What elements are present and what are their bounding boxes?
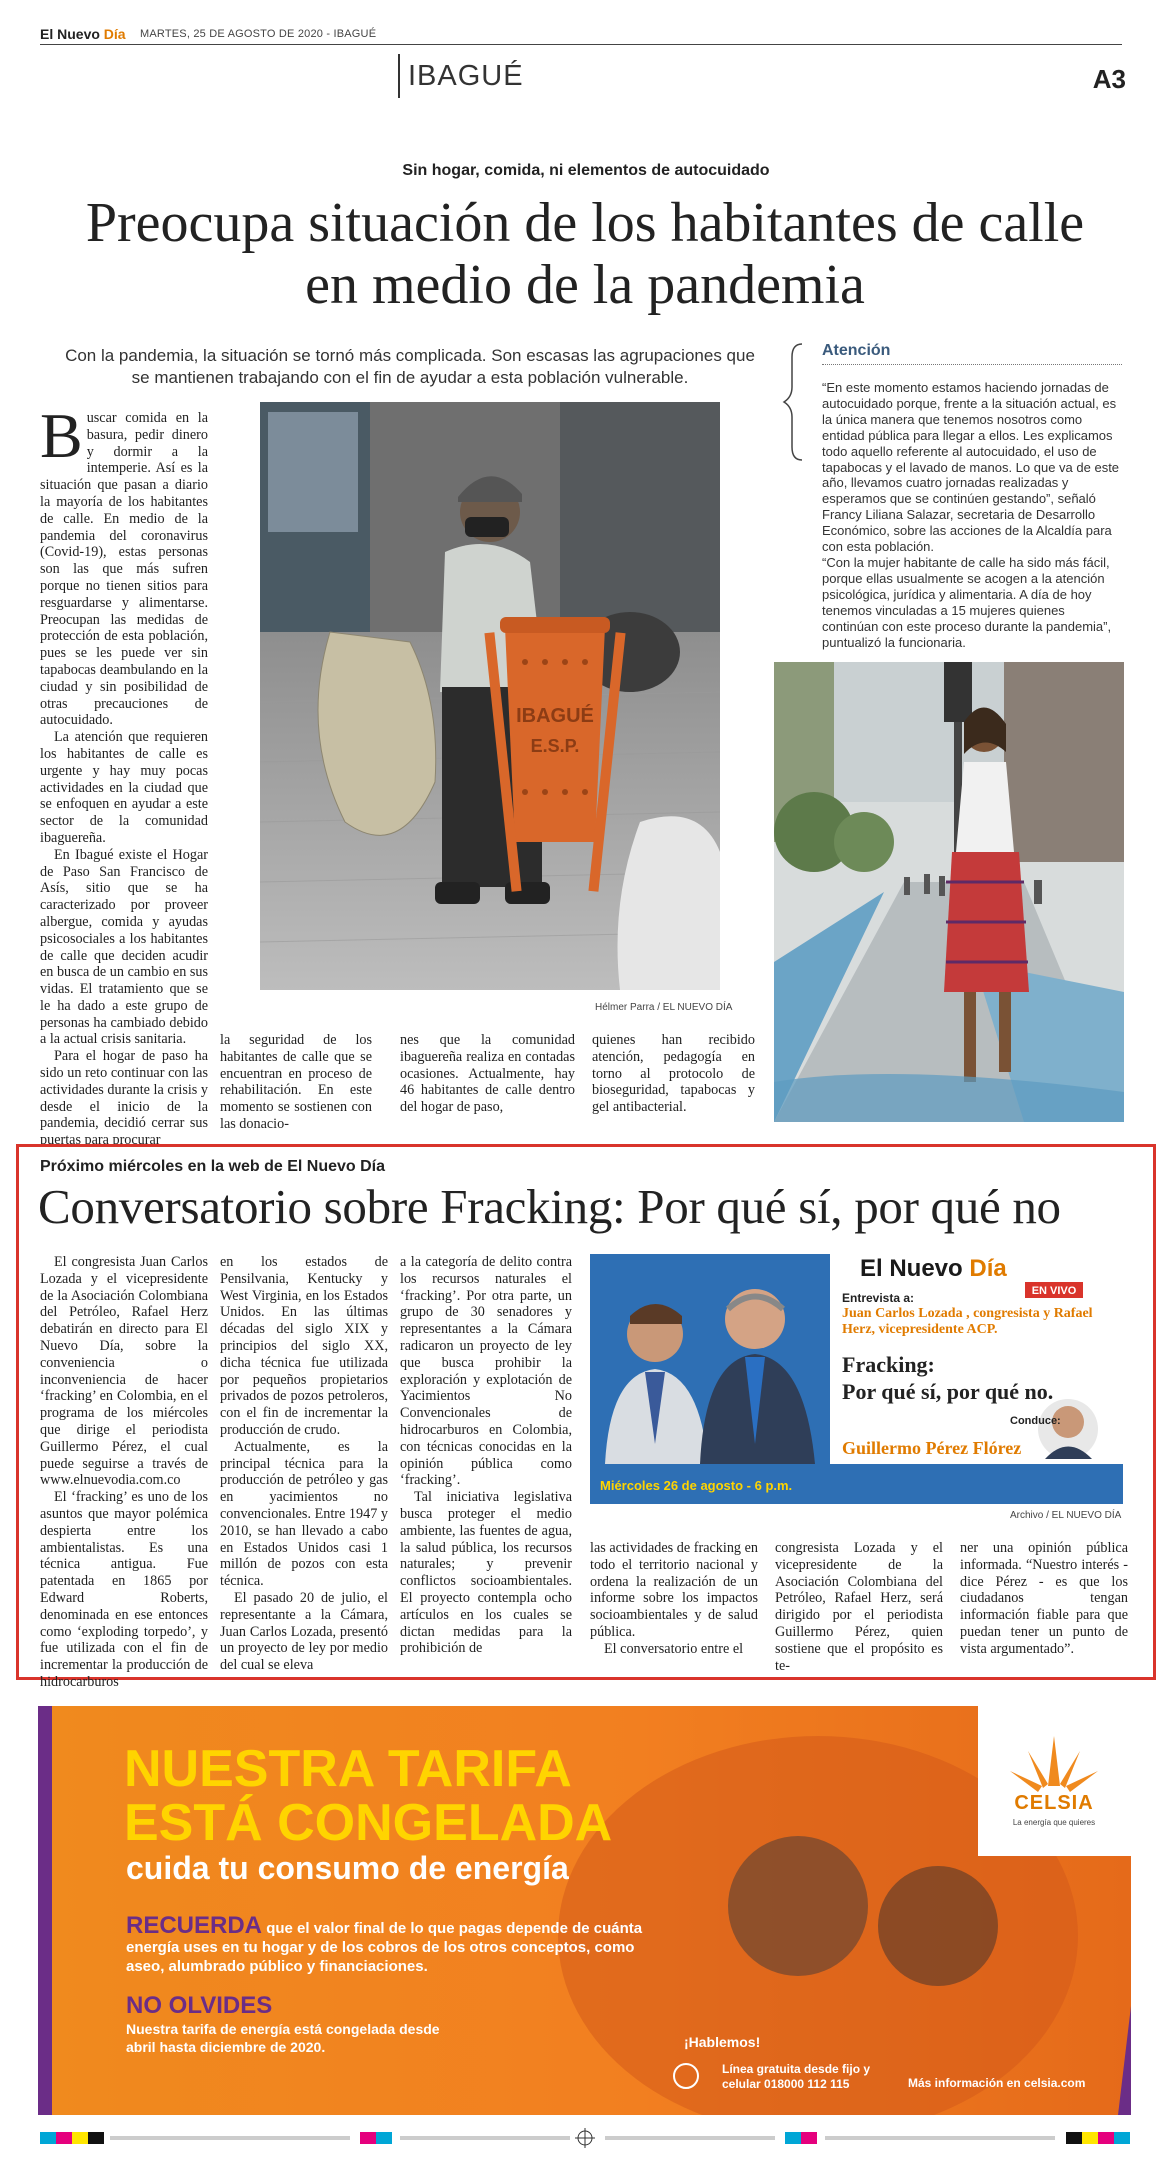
host-name: Guillermo Pérez Flórez: [842, 1438, 1022, 1458]
article-paragraph: La atención que requieren los habitantes de calle es urgente y hay muy pocas actividades en la ciudad que se enfoquen en ayudar a este sector de la comunidad ibaguereña.: [40, 729, 208, 846]
ad-reminder-text: que el valor final de lo que pagas depende de cuánta energía uses en tu hogar y de los cobros de los otros conceptos, como aseo, alumbrado público y financiaciones.: [126, 1920, 643, 1975]
live-badge-text: EN VIVO: [1031, 1285, 1077, 1297]
article-paragraph: El congresista Juan Carlos Lozada y el vicepresidente de la Asociación Colombiana del Petróleo, Rafael Herz debatirán en directo para El Nuevo Día, sobre la conveniencia o inconveniencia de hacer ‘fracking’ en Colombia, en el programa de los miércoles que dirige el periodista Guillermo Pérez, el cual puede seguirse a través de www.elnuevodia.com.co: [40, 1254, 208, 1489]
host-label: Conduce:: [1010, 1415, 1061, 1427]
featured-column-6: [960, 1540, 1128, 1658]
sidebar-text: [822, 380, 1122, 650]
featured-column-3: [400, 1254, 572, 1657]
article-paragraph: Tal iniciativa legislativa busca proteger el medio ambiente, las fuentes de agua, la salud pública, los recursos naturales; y prevenir conflictos socioambientales. El proyecto contempla ocho artículos en los cuales se dictan medidas para la prohibición de: [400, 1489, 572, 1657]
ad-contact-heading: ¡Hablemos!: [684, 2034, 761, 2050]
featured-column-2: [220, 1254, 388, 1674]
sidebar-brace: [782, 342, 812, 466]
featured-article-kicker: Próximo miércoles en la web de El Nuevo Día: [40, 1158, 386, 1175]
featured-article-headline: Conversatorio sobre Fracking: Por qué sí, por qué no: [38, 1179, 1061, 1234]
logo-text-accent: Día: [103, 26, 126, 42]
article-headline: Preocupa situación de los habitantes de calle en medio de la pandemia: [85, 192, 1085, 316]
print-registration-strip: [40, 2128, 1130, 2148]
article-paragraph: la seguridad de los habitantes de calle que se encuentran en proceso de rehabilitación. En este momento se sostienen con las donacio-: [220, 1032, 372, 1132]
article-paragraph: Para el hogar de paso ha sido un reto continuar con las actividades durante la crisis y desde el inicio de la pandemia, decidió cerrar sus puertas para procurar: [40, 1048, 208, 1149]
article-paragraph: El conversatorio entre el: [604, 1640, 744, 1657]
photo-woman-walking: [774, 662, 1124, 1122]
header-rule: [40, 44, 1122, 45]
ad-headline: [124, 1742, 612, 1850]
section-name: IBAGUÉ: [408, 60, 524, 92]
article-paragraph: nes que la comunidad ibaguereña realiza en contadas ocasiones. Actualmente, hay 46 habitantes de calle dentro del hogar de paso,: [400, 1032, 575, 1116]
promo-topic-line-1: Fracking:: [842, 1352, 935, 1377]
photo-credit: Hélmer Parra / EL NUEVO DÍA: [595, 1002, 733, 1013]
article-paragraph: El ‘fracking’ es uno de los asuntos que mayor polémica despierta entre los ambientalistas. Es una técnica antigua. Fue patentada en 1865 por Edward Roberts, denominada en ese entonces como ‘exploding torpedo’, y fue utilizada con el fin de incrementar la producción de hidrocarburos: [40, 1489, 208, 1690]
ad-reminder: [126, 1912, 646, 1976]
article-column-1: [40, 400, 208, 1149]
article-paragraph: En Ibagué existe el Hogar de Paso San Francisco de Asís, sitio que se ha caracterizado por proveer albergue, comida y ayudas psicosociales a los habitantes de calle que deciden acudir en busca de un cambio en sus vidas. El tratamiento que se le ha dado a este grupo de personas ha cambiado debido a la actual crisis sanitaria.: [40, 846, 208, 1048]
live-interview-promo: [590, 1254, 1123, 1504]
drop-cap: B: [40, 400, 83, 471]
page-number: A3: [1092, 64, 1126, 94]
sidebar-title: Atención: [822, 342, 891, 359]
ad-headline-line-1: NUESTRA TARIFA: [124, 1740, 572, 1798]
article-paragraph: congresista Lozada y el vicepresidente de la Asociación Colombiana del Petróleo, Rafael Herz, será dirigido por el periodista Guillermo Pérez, quien sostiene que el propósito es te-: [775, 1540, 943, 1674]
ad-reminder-label: RECUERDA: [126, 1912, 263, 1939]
photo-credit: Archivo / EL NUEVO DÍA: [1010, 1510, 1122, 1521]
featured-column-5: [775, 1540, 943, 1674]
ad-brand-logo: CELSIA: [1014, 1792, 1094, 1814]
promo-illustration: [590, 1254, 1123, 1504]
interview-label: Entrevista a:: [842, 1291, 915, 1305]
ad-subhead: cuida tu consumo de energía: [126, 1850, 569, 1886]
sidebar-paragraph: “Con la mujer habitante de calle ha sido más fácil, porque ellas usualmente se acogen a la atención psicológica, jurídica y alimentaria. A día de hoy tenemos vinculadas a 15 mujeres quienes continúan con este proceso durante la pandemia”, puntualizó la funcionaria.: [822, 554, 1112, 650]
article-column-3: [400, 1032, 575, 1116]
bin-label-1: IBAGUÉ: [516, 705, 594, 727]
celsia-advertisement[interactable]: [38, 1706, 1131, 2115]
sidebar-rule: [822, 364, 1122, 365]
ad-note-label: NO OLVIDES: [126, 1992, 273, 2019]
promo-topic-line-2: Por qué sí, por qué no.: [842, 1379, 1054, 1404]
promo-guests: Juan Carlos Lozada , congresista y Rafael Herz, vicepresidente ACP.: [842, 1306, 1093, 1337]
article-paragraph: El pasado 20 de julio, el representante a la Cámara, Juan Carlos Lozada, presentó un proyecto de ley por medio del cual se eleva: [220, 1589, 388, 1674]
section-divider: [398, 54, 400, 98]
article-paragraph: las actividades de fracking en todo el territorio nacional y ordena la realización de un informe sobre los impactos socioambientales y de salud pública.: [590, 1540, 758, 1640]
ad-phone-line[interactable]: Línea gratuita desde fijo y celular 018000 112 115: [722, 2062, 871, 2091]
article-paragraph: ner una opinión pública informada. “Nuestro interés - dice Pérez - es que los ciudadanos tengan información fiable para que puedan tener un punto de vista argumentado”.: [960, 1540, 1128, 1657]
featured-column-4: [590, 1540, 758, 1658]
promo-logo-text: El Nuevo Día: [860, 1255, 1007, 1282]
sidebar-paragraph: “En este momento estamos haciendo jornadas de autocuidado porque, frente a la situación actual, es la única manera que tenemos nosotros como entidad pública para llegar a ellos. Les explicamos todo aquello referente al autocuidado, el uso de tapabocas y el lavado de manos. Lo que va de este año, llevamos cuatro jornadas realizadas y esperamos que se continúen gestando”, señaló Francy Liliana Salazar, secretaria de Desarrollo Económico, sobre las acciones de la Alcaldía para con esta población.: [822, 380, 1120, 555]
article-column-4: [592, 1032, 755, 1116]
article-column-2: [220, 1032, 372, 1133]
ad-more-info-link[interactable]: Más información en celsia.com: [908, 2076, 1086, 2090]
article-paragraph: en los estados de Pensilvania, Kentucky y West Virginia, en los Estados Unidos. En las últimas décadas del siglo XIX y principios del siglo XX, dicha técnica fue utilizada por pequeños propietarios privados de pozos petroleros, con el fin de incrementar la producción de crudo.: [220, 1254, 388, 1438]
article-paragraph: quienes han recibido atención, pedagogía en torno al protocolo de bioseguridad, tapabocas y gel antibacterial.: [592, 1032, 755, 1116]
bin-label-2: E.S.P.: [530, 736, 580, 756]
logo-text: El Nuevo: [40, 26, 104, 42]
promo-schedule: Miércoles 26 de agosto - 6 p.m.: [600, 1478, 793, 1493]
article-deck: Con la pandemia, la situación se tornó más complicada. Son escasas las agrupaciones que se mantienen trabajando con el fin de ayudar a esta población vulnerable.: [65, 346, 755, 387]
issue-date: MARTES, 25 DE AGOSTO DE 2020 - IBAGUÉ: [140, 28, 377, 40]
photo-woman-walking-illustration: [774, 662, 1124, 1122]
ad-brand-tagline: La energía que quieres: [1012, 1818, 1096, 1827]
photo-street-cleaner: [260, 402, 720, 990]
article-paragraph: Buscar comida en la basura, pedir dinero y dormir a la intemperie. Así es la situación que pasan a diario la mayoría de los habitantes de calle. En medio de la pandemia del coronavirus (Covid-19), estas personas son las que más sufren porque no tienen sitios para resguardarse y alimentarse. Preocupan las medidas de protección de esta población, pues se les puede ver sin tapabocas deambulando en la ciudad y sin posibilidad de otras precauciones de autocuidado.: [40, 400, 208, 729]
article-paragraph: Actualmente, es la principal técnica para la producción de petróleo y gas en yacimientos no convencionales. Entre 1947 y 2010, se han llevado a cabo en Estados Unidos casi 1 millón de pozos con esta técnica.: [220, 1438, 388, 1590]
article-paragraph: a la categoría de delito contra los recursos naturales el ‘fracking’. Por otra parte, un grupo de 30 senadores y representantes a la Cámara radicaron un proyecto de ley que busca prohibir la exploración y explotación de Yacimientos No Convencionales de hidrocarburos en Colombia, con técnicas conocidas en la opinión pública como ‘fracking’.: [400, 1254, 572, 1489]
ad-headline-line-2: ESTÁ CONGELADA: [124, 1794, 613, 1852]
featured-column-1: [40, 1254, 208, 1691]
article-kicker: Sin hogar, comida, ni elementos de autocuidado: [402, 162, 770, 179]
ad-note-text: Nuestra tarifa de energía está congelada desde abril hasta diciembre de 2020.: [126, 2021, 440, 2055]
newspaper-logo: [40, 26, 126, 42]
photo-street-cleaner-illustration: [260, 402, 720, 990]
